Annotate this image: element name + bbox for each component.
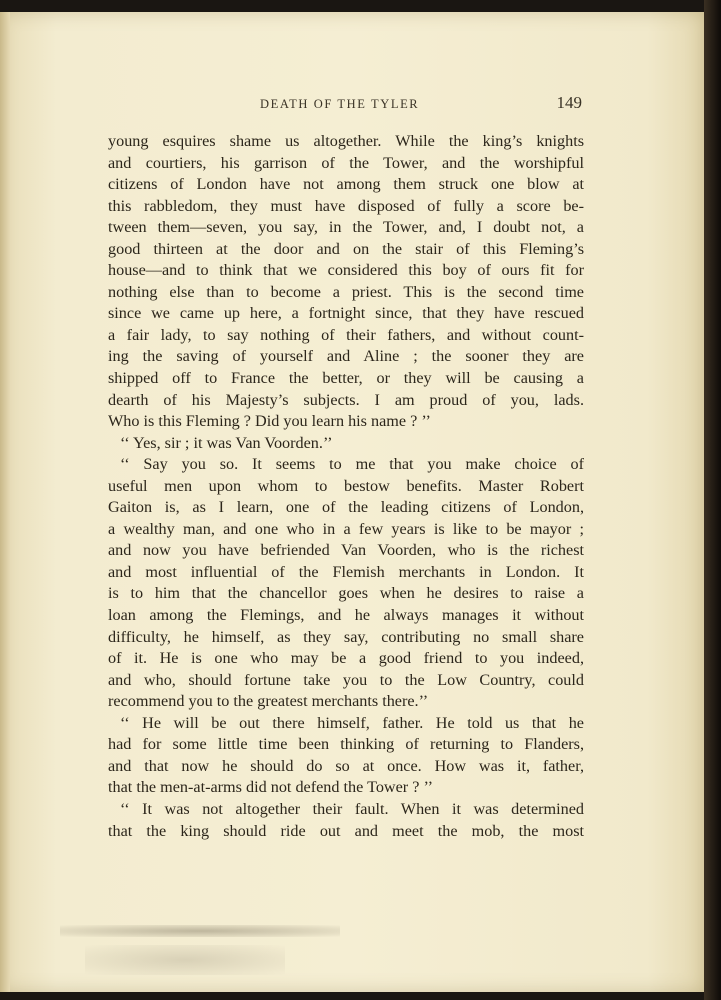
text-line: good thirteen at the door and on the stair of this Fleming’s: [108, 239, 584, 258]
text-line: that the men-at-arms did not defend the Tower ? ’’: [108, 778, 434, 797]
page-number: 149: [556, 93, 582, 112]
text-line: ‘‘ Say you so. It seems to me that you make choice of: [120, 455, 584, 474]
page-smudge-lower: [85, 945, 285, 975]
text-line: Who is this Fleming ? Did you learn his name ? ’’: [108, 412, 431, 431]
text-line: had for some little time been thinking of returning to Flanders,: [108, 735, 584, 754]
text-line: and that now he should do so at once. How was it, father,: [108, 756, 584, 775]
text-line: loan among the Flemings, and he always manages it without: [108, 606, 584, 625]
text-line: ing the saving of yourself and Aline ; the sooner they are: [108, 347, 584, 366]
page-header: [108, 93, 584, 117]
text-line: of it. He is one who may be a good friend to you indeed,: [108, 649, 584, 668]
text-line: house—and to think that we considered this boy of ours fit for: [108, 261, 584, 280]
text-line: recommend you to the greatest merchants there.’’: [108, 692, 429, 711]
text-line: this rabbledom, they must have disposed of fully a score be-: [108, 196, 584, 215]
text-line: citizens of London have not among them struck one blow at: [108, 175, 584, 194]
text-line: and now you have befriended Van Voorden, who is the richest: [108, 541, 584, 560]
book-binding-edge: [704, 0, 721, 1000]
text-line: useful men upon whom to bestow benefits. Master Robert: [108, 476, 584, 495]
body-text: [108, 131, 584, 842]
text-line: and most influential of the Flemish merchants in London. It: [108, 562, 584, 581]
page-smudge: [60, 925, 340, 937]
text-line: tween them—seven, you say, in the Tower, and, I doubt not, a: [108, 218, 584, 237]
text-line: a wealthy man, and one who in a few years is like to be mayor ;: [108, 519, 584, 538]
text-line: nothing else than to become a priest. This is the second time: [108, 282, 584, 301]
text-line: dearth of his Majesty’s subjects. I am proud of you, lads.: [108, 390, 584, 409]
text-line: young esquires shame us altogether. While the king’s knights: [108, 132, 584, 150]
text-line: Gaiton is, as I learn, one of the leading citizens of London,: [108, 498, 584, 517]
page-left-edge: [0, 12, 10, 992]
text-line: a fair lady, to say nothing of their fathers, and without count-: [108, 325, 584, 344]
text-line: ‘‘ It was not altogether their fault. When it was determined: [120, 799, 584, 818]
running-title: DEATH OF THE TYLER: [260, 97, 420, 111]
text-line: and who, should fortune take you to the Low Country, could: [108, 670, 584, 689]
text-line: is to him that the chancellor goes when he desires to raise a: [108, 584, 584, 603]
text-line: since we came up here, a fortnight since, that they have rescued: [108, 304, 584, 323]
text-line: ‘‘ Yes, sir ; it was Van Voorden.’’: [120, 433, 333, 452]
text-line: ‘‘ He will be out there himself, father. He told us that he: [120, 713, 584, 732]
text-line: difficulty, he himself, as they say, contributing no small share: [108, 627, 584, 646]
text-line: that the king should ride out and meet the mob, the most: [108, 821, 584, 840]
text-line: shipped off to France the better, or they will be causing a: [108, 369, 584, 388]
text-line: and courtiers, his garrison of the Tower, and the worshipful: [108, 153, 584, 172]
